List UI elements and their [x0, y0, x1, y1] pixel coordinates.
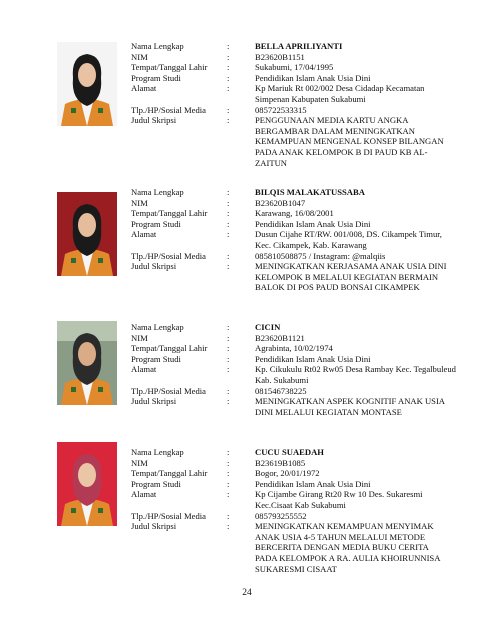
alamat-line: Kab. Sukabumi [255, 374, 309, 385]
label-nama: Nama Lengkap [131, 187, 184, 197]
alamat-line: Kp Mariuk Rt 002/002 Desa Cidadap Kecamatan [255, 83, 425, 94]
judul-line: PENGGUNAAN MEDIA KARTU ANGKA [255, 115, 409, 126]
value-nim: B23620B1047 [255, 197, 306, 208]
field-tlp [131, 511, 471, 522]
student-photo [57, 42, 117, 126]
label-prodi: Program Studi [131, 218, 181, 229]
judul-line: ANAK USIA 4-5 TAHUN MELALUI METODE [255, 531, 426, 542]
label-tlp: Tlp./HP/Sosial Media [131, 104, 206, 115]
label-alamat: Alamat [131, 489, 157, 500]
value-alamat [255, 229, 471, 250]
colon: : [227, 104, 230, 115]
field-alamat [131, 364, 471, 385]
student-details [131, 187, 471, 293]
label-nama: Nama Lengkap [131, 322, 184, 332]
student-details [131, 322, 471, 417]
field-nim [131, 458, 471, 469]
field-judul [131, 396, 471, 417]
field-ttl [131, 208, 471, 219]
label-alamat: Alamat [131, 83, 157, 94]
judul-line: PADA KELOMPOK A RA. AULIA KHOIRUNNISA [255, 552, 441, 563]
colon: : [227, 489, 230, 500]
value-prodi: Pendidikan Islam Anak Usia Dini [255, 353, 371, 364]
field-tlp [131, 386, 471, 397]
colon: : [227, 250, 230, 261]
field-judul [131, 521, 471, 574]
field-nim [131, 52, 471, 63]
colon: : [227, 457, 230, 468]
field-tlp [131, 105, 471, 116]
colon: : [227, 447, 230, 457]
student-details [131, 41, 471, 168]
alamat-line: Kp. Cikukulu Rt02 Rw05 Desa Rambay Kec. Tegalbuleud [255, 364, 456, 375]
field-nama [131, 187, 471, 198]
field-alamat [131, 229, 471, 250]
field-ttl [131, 62, 471, 73]
judul-line: MENINGKATKAN KERJASAMA ANAK USIA DINI [255, 261, 447, 272]
value-ttl: Sukabumi, 17/04/1995 [255, 62, 334, 73]
colon: : [227, 468, 230, 479]
judul-line: ZAITUN [255, 157, 287, 168]
value-nama: BILQIS MALAKATUSSABA [255, 187, 365, 197]
value-alamat [255, 364, 471, 385]
field-nim [131, 198, 471, 209]
colon: : [227, 187, 230, 197]
label-nama: Nama Lengkap [131, 41, 184, 51]
label-prodi: Program Studi [131, 353, 181, 364]
value-judul [255, 521, 471, 574]
value-prodi: Pendidikan Islam Anak Usia Dini [255, 478, 371, 489]
student-photo [57, 442, 117, 526]
field-prodi [131, 73, 471, 84]
label-ttl: Tempat/Tanggal Lahir [131, 62, 208, 73]
judul-line: MENINGKATKAN ASPEK KOGNITIF ANAK USIA [255, 396, 446, 407]
colon: : [227, 83, 230, 94]
field-judul [131, 115, 471, 168]
label-ttl: Tempat/Tanggal Lahir [131, 208, 208, 219]
colon: : [227, 353, 230, 364]
colon: : [227, 364, 230, 375]
field-judul [131, 261, 471, 293]
value-nim: B23619B1085 [255, 457, 306, 468]
colon: : [227, 41, 230, 51]
colon: : [227, 385, 230, 396]
colon: : [227, 332, 230, 343]
label-judul: Judul Skripsi [131, 521, 177, 532]
colon: : [227, 229, 230, 240]
value-ttl: Bogor, 20/01/1972 [255, 468, 320, 479]
judul-line: SUKARESMI CISAAT [255, 563, 337, 574]
value-ttl: Karawang, 16/08/2001 [255, 208, 334, 219]
colon: : [227, 322, 230, 332]
label-alamat: Alamat [131, 229, 157, 240]
portrait-image [57, 42, 117, 126]
portrait-image [57, 442, 117, 526]
colon: : [227, 208, 230, 219]
value-judul [255, 396, 471, 417]
alamat-line: Kec.Cisaat Kab Sukabumi [255, 499, 346, 510]
label-prodi: Program Studi [131, 478, 181, 489]
colon: : [227, 218, 230, 229]
field-nama [131, 447, 471, 458]
student-photo [57, 192, 117, 276]
field-nim [131, 333, 471, 344]
colon: : [227, 521, 230, 532]
field-ttl [131, 468, 471, 479]
portrait-image [57, 192, 117, 276]
field-alamat [131, 489, 471, 510]
colon: : [227, 510, 230, 521]
student-details [131, 447, 471, 574]
value-nama: CUCU SUAEDAH [255, 447, 324, 457]
value-alamat [255, 83, 471, 104]
judul-line: KEMAMPUAN MENGENAL KONSEP BILANGAN [255, 136, 444, 147]
judul-line: DINI MELALUI KEGIATAN MONTASE [255, 406, 402, 417]
field-prodi [131, 479, 471, 490]
field-ttl [131, 343, 471, 354]
field-alamat [131, 83, 471, 104]
student-photo [57, 321, 117, 405]
label-tlp: Tlp./HP/Sosial Media [131, 250, 206, 261]
alamat-line: Simpenan Kabupaten Sukabumi [255, 93, 366, 104]
colon: : [227, 115, 230, 126]
label-judul: Judul Skripsi [131, 261, 177, 272]
field-nama [131, 322, 471, 333]
value-nim: B23620B1151 [255, 51, 305, 62]
label-nim: NIM [131, 332, 148, 343]
page-number: 24 [242, 588, 252, 598]
label-ttl: Tempat/Tanggal Lahir [131, 468, 208, 479]
label-prodi: Program Studi [131, 72, 181, 83]
field-prodi [131, 219, 471, 230]
value-prodi: Pendidikan Islam Anak Usia Dini [255, 72, 371, 83]
judul-line: MENINGKATKAN KEMAMPUAN MENYIMAK [255, 521, 434, 532]
colon: : [227, 478, 230, 489]
value-tlp: 085722533315 [255, 104, 307, 115]
colon: : [227, 261, 230, 272]
value-tlp: 085793255552 [255, 510, 307, 521]
label-nim: NIM [131, 51, 148, 62]
value-alamat [255, 489, 471, 510]
alamat-line: Kp Cijambe Girang Rt20 Rw 10 Des. Sukaresmi [255, 489, 423, 500]
field-tlp [131, 251, 471, 262]
value-ttl: Agrabinta, 10/02/1974 [255, 343, 333, 354]
value-nim: B23620B1121 [255, 332, 305, 343]
judul-line: KELOMPOK B MELALUI KEGIATAN BERMAIN [255, 271, 439, 282]
field-prodi [131, 354, 471, 365]
portrait-image [57, 321, 117, 405]
value-tlp: 081546738225 [255, 385, 307, 396]
label-alamat: Alamat [131, 364, 157, 375]
colon: : [227, 396, 230, 407]
alamat-line: Dusun Cijahe RT/RW. 001/008, DS. Cikampek Timur, [255, 229, 442, 240]
alamat-line: Kec. Cikampek, Kab. Karawang [255, 239, 367, 250]
value-judul [255, 261, 471, 293]
field-nama [131, 41, 471, 52]
label-tlp: Tlp./HP/Sosial Media [131, 385, 206, 396]
judul-line: BERCERITA DENGAN MEDIA BUKU CERITA [255, 542, 429, 553]
label-judul: Judul Skripsi [131, 115, 177, 126]
value-prodi: Pendidikan Islam Anak Usia Dini [255, 218, 371, 229]
colon: : [227, 51, 230, 62]
label-nim: NIM [131, 197, 148, 208]
colon: : [227, 197, 230, 208]
colon: : [227, 72, 230, 83]
value-nama: CICIN [255, 322, 281, 332]
label-tlp: Tlp./HP/Sosial Media [131, 510, 206, 521]
judul-line: BALOK DI POS PAUD BONSAI CIKAMPEK [255, 282, 420, 293]
value-tlp: 085810508875 / Instagram: @malqiis [255, 250, 386, 261]
colon: : [227, 62, 230, 73]
value-nama: BELLA APRILIYANTI [255, 41, 343, 51]
judul-line: PADA ANAK KELOMPOK B DI PAUD KB AL- [255, 146, 428, 157]
label-nama: Nama Lengkap [131, 447, 184, 457]
value-judul [255, 115, 471, 168]
label-nim: NIM [131, 457, 148, 468]
label-ttl: Tempat/Tanggal Lahir [131, 343, 208, 354]
label-judul: Judul Skripsi [131, 396, 177, 407]
judul-line: BERGAMBAR DALAM MENINGKATKAN [255, 125, 415, 136]
colon: : [227, 343, 230, 354]
